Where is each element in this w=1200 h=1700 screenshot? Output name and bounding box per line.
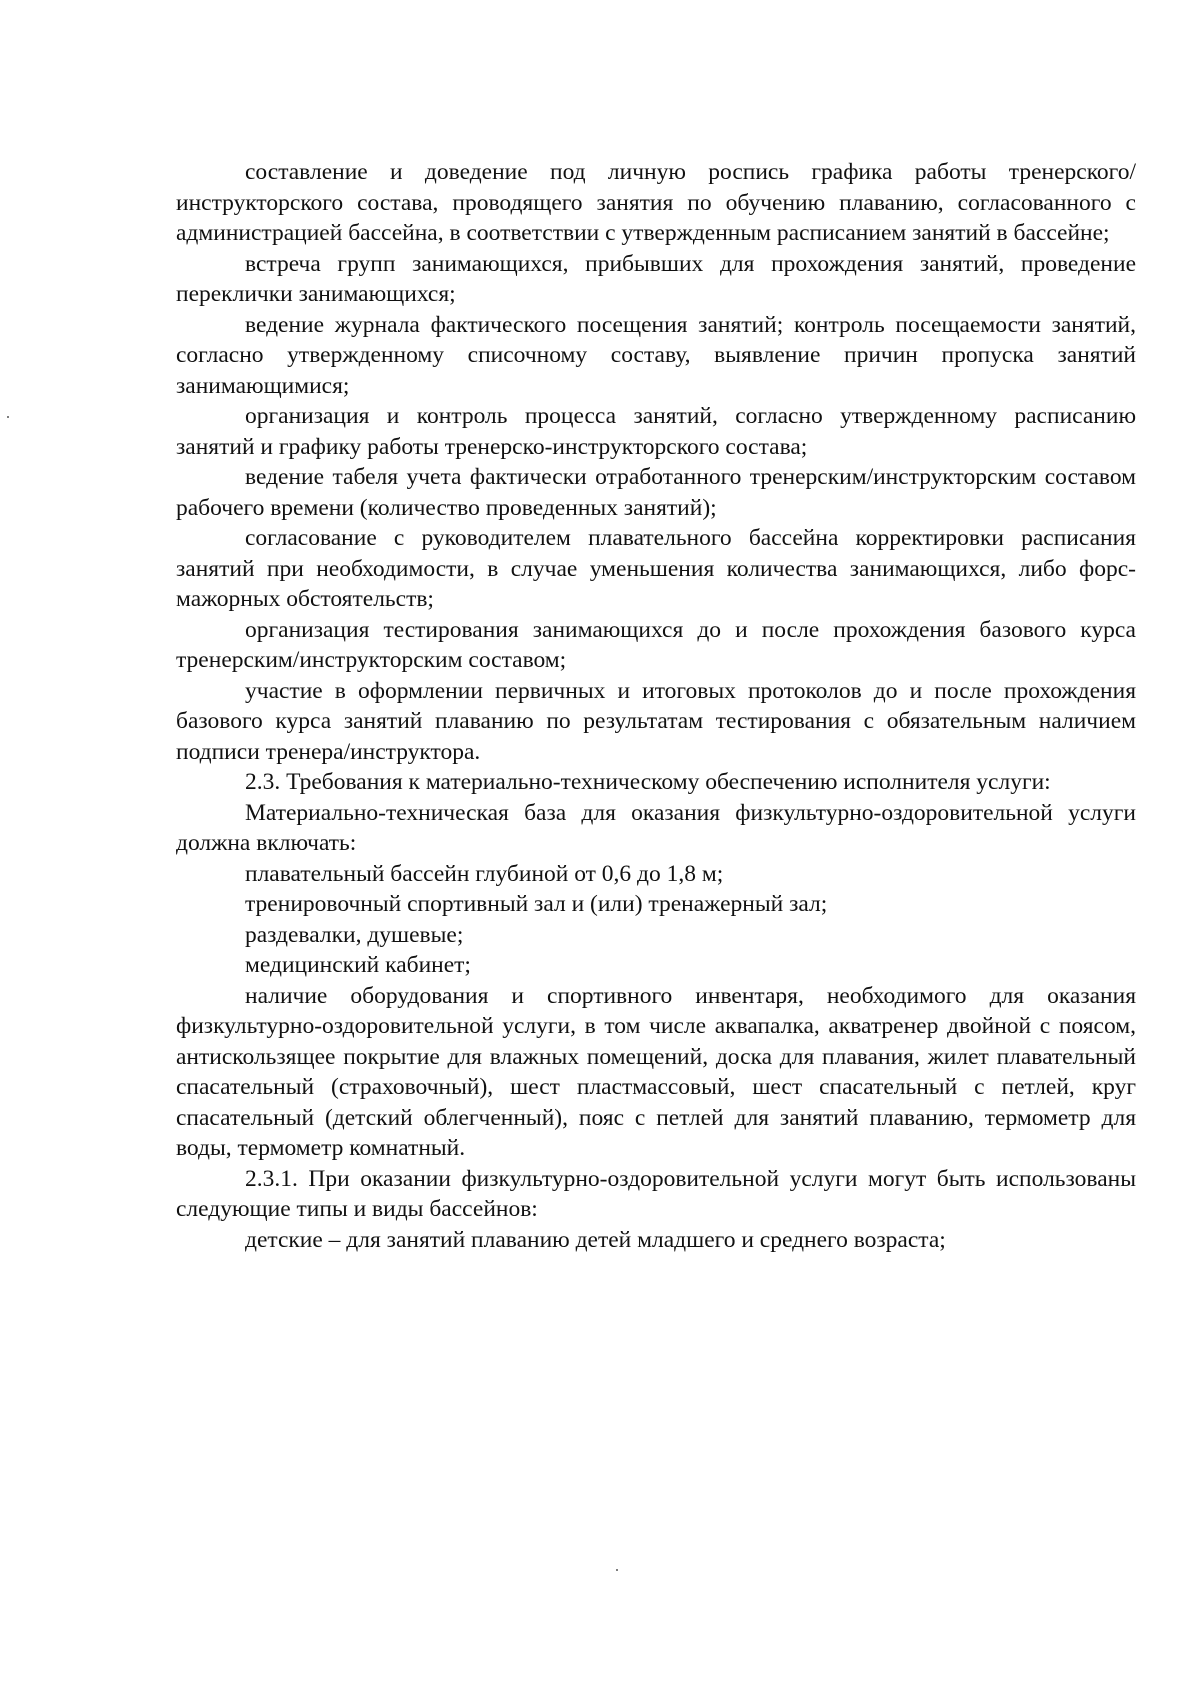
scan-speck [7, 416, 9, 418]
paragraph-process-control: организация и контроль процесса занятий, согласно утвержденному расписанию занятий и графику работы тренерско-инструкторского состава; [176, 403, 1136, 460]
list-item-children-pools: детские – для занятий плаванию детей младшего и среднего возраста; [245, 1226, 946, 1253]
list-item-pool: плавательный бассейн глубиной от 0,6 до 1,8 м; [245, 860, 724, 887]
paragraph-group-meeting: встреча групп занимающихся, прибывших для прохождения занятий, проведение переклички занимающихся; [176, 250, 1136, 307]
list-item-medical-office: медицинский кабинет; [245, 952, 471, 978]
paragraph-protocols: участие в оформлении первичных и итоговых протоколов до и после прохождения базового курса занятий плаванию по результатам тестирования с обязательным наличием подписи тренера/инструктора. [176, 677, 1136, 765]
section-heading-2-3-1: 2.3.1. При оказании физкультурно-оздоровительной услуги могут быть использованы следующие типы и виды бассейнов: [176, 1165, 1136, 1222]
list-item-gym: тренировочный спортивный зал и (или) тренажерный зал; [245, 891, 828, 917]
paragraph-attendance-journal: ведение журнала фактического посещения занятий; контроль посещаемости занятий, согласно утвержденному списочному составу, выявление причин пропуска занятий занимающимися; [176, 311, 1136, 399]
paragraph-equipment: наличие оборудования и спортивного инвентаря, необходимого для оказания физкультурно-оздоровительной услуги, в том числе аквапалка, акватренер двойной с поясом, антискользящее покрытие для влажных помещений, доска для плавания, жилет плавательный спасательный (страховочный), шест пластмассовый, шест спасательный с петлей, круг спасательный (детский облегченный), пояс с петлей для занятий плаванию, термометр для воды, термометр комнатный. [176, 982, 1136, 1161]
paragraph-timesheet: ведение табеля учета фактически отработанного тренерским/инструкторским составом рабочего времени (количество проведенных занятий); [176, 464, 1136, 521]
paragraph-material-base: Материально-техническая база для оказания физкультурно-оздоровительной услуги должна включать: [176, 799, 1136, 856]
paragraph-schedule-signing: составление и доведение под личную роспись графика работы тренерского/инструкторского состава, проводящего занятия по обучению плаванию, согласованного с администрацией бассейна, в соответствии с утвержденным расписанием занятий в бассейне; [176, 159, 1136, 246]
paragraph-testing-organization: организация тестирования занимающихся до и после прохождения базового курса тренерским/инструкторским составом; [176, 616, 1136, 673]
document-body [176, 157, 1136, 1255]
section-heading-2-3: 2.3. Требования к материально-техническому обеспечению исполнителя услуги: [245, 769, 1051, 795]
scan-speck [616, 1569, 618, 1571]
list-item-changing-rooms: раздевалки, душевые; [245, 921, 464, 948]
paragraph-schedule-adjustment: согласование с руководителем плавательного бассейна корректировки расписания занятий при необходимости, в случае уменьшения количества занимающихся, либо форс-мажорных обстоятельств; [176, 525, 1136, 612]
